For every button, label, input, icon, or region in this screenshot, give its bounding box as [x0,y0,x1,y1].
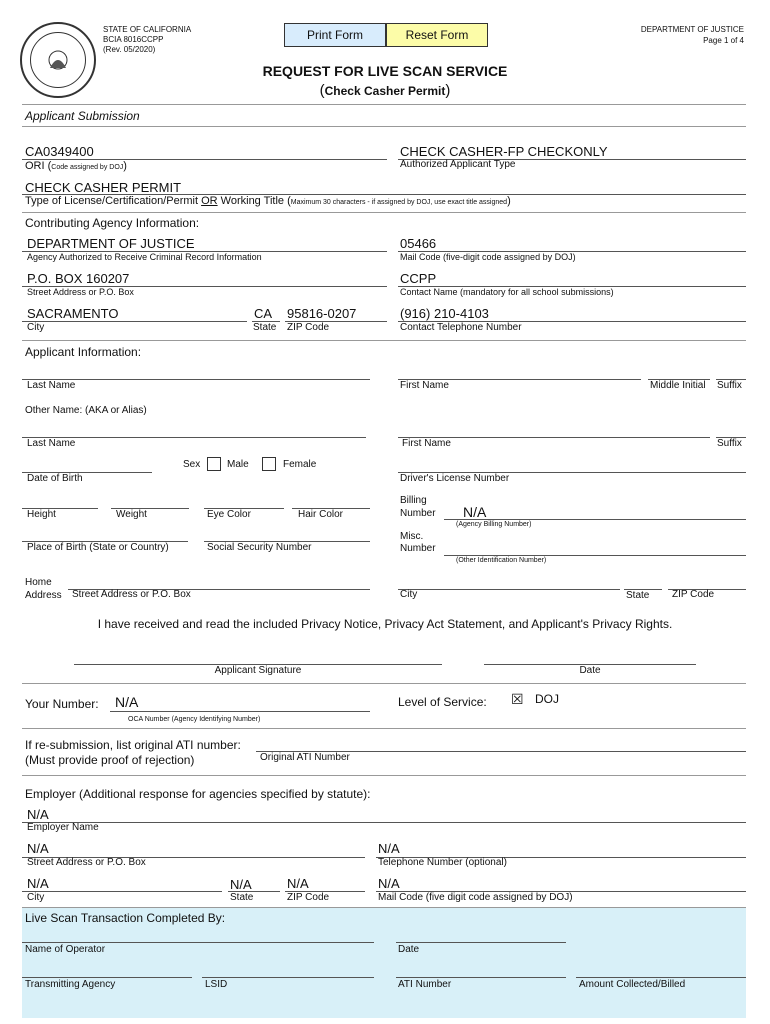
home-city-label: City [400,589,418,600]
employer-zip-value[interactable]: N/A [287,876,309,891]
contact-phone-value[interactable]: (916) 210-4103 [400,306,489,321]
male-checkbox[interactable] [207,457,221,471]
reset-form-button[interactable]: Reset Form [386,23,488,47]
drivers-license-label: Driver's License Number [400,473,510,484]
employer-mail-code-value[interactable]: N/A [378,876,400,891]
amount-collected-label: Amount Collected/Billed [579,979,686,990]
agency-city-value[interactable]: SACRAMENTO [27,306,119,321]
sex-label: Sex [183,459,201,470]
agency-street-value[interactable]: P.O. BOX 160207 [27,271,130,286]
employer-city-value[interactable]: N/A [27,876,49,891]
doj-checkbox[interactable]: ☒ [511,691,524,707]
live-scan-date-label: Date [398,944,420,955]
page-number: Page 1 of 4 [703,36,744,45]
agency-name-label: Agency Authorized to Receive Criminal Record Information [27,252,262,262]
agency-zip-value[interactable]: 95816-0207 [287,306,357,321]
agency-city-label: City [27,322,45,333]
billing-label-line1: Billing [400,495,427,506]
mail-code-value[interactable]: 05466 [400,236,437,251]
ssn-label: Social Security Number [207,542,312,553]
employer-state-label: State [230,892,254,903]
form-title: REQUEST FOR LIVE SCAN SERVICE [262,63,508,79]
aka-suffix-label: Suffix [717,438,742,449]
employer-state-value[interactable]: N/A [230,877,252,892]
employer-mail-code-label: Mail Code (five digit code assigned by DOJ) [378,892,573,903]
employer-name-value[interactable]: N/A [27,807,49,822]
employer-phone-label: Telephone Number (optional) [378,857,507,868]
place-of-birth-label: Place of Birth (State or Country) [27,542,169,553]
ati-number-label: ATI Number [398,979,452,990]
resubmission-line1: If re-submission, list original ATI number: [25,738,241,752]
form-id: BCIA 8016CCPP [103,35,164,44]
agency-street-label: Street Address or P.O. Box [27,287,134,297]
contact-phone-label: Contact Telephone Number [400,322,522,333]
license-label: Type of License/Certification/Permit OR Working Title (Maximum 30 characters - if assigned by DOJ, use exact title assigned) [25,195,511,207]
suffix-label: Suffix [717,380,742,391]
lsid-label: LSID [205,979,228,990]
female-label: Female [283,459,317,470]
eye-color-label: Eye Color [207,509,251,520]
contact-name-value[interactable]: CCPP [400,271,437,286]
your-number-label: Your Number: [25,697,99,711]
operator-name-label: Name of Operator [25,944,106,955]
agency-name-value[interactable]: DEPARTMENT OF JUSTICE [27,236,195,251]
agency-state-label: State [253,322,277,333]
ori-label: ORI (Code assigned by DOJ) [25,160,127,172]
oca-number-sublabel: OCA Number (Agency Identifying Number) [128,716,261,723]
contact-name-label: Contact Name (mandatory for all school submissions) [400,287,614,297]
agency-heading: Contributing Agency Information: [25,216,200,230]
billing-number-value[interactable]: N/A [463,504,487,520]
applicant-type-label: Authorized Applicant Type [400,159,516,170]
aka-first-name-label: First Name [402,438,451,449]
employer-name-label: Employer Name [27,822,99,833]
male-label: Male [227,459,249,470]
form-subtitle: (Check Casher Permit) [319,82,451,99]
ori-value[interactable]: CA0349400 [25,144,94,159]
home-zip-label: ZIP Code [672,589,715,600]
applicant-type-value[interactable]: CHECK CASHER-FP CHECKONLY [400,144,608,159]
print-form-button[interactable]: Print Form [284,23,386,47]
billing-number-sublabel: (Agency Billing Number) [456,521,532,528]
license-value[interactable]: CHECK CASHER PERMIT [25,180,182,195]
level-of-service-label: Level of Service: [398,695,487,709]
applicant-submission-heading: Applicant Submission [25,109,140,123]
female-checkbox[interactable] [262,457,276,471]
home-label-line2: Address [25,590,62,601]
employer-city-label: City [27,892,45,903]
aka-last-name-label: Last Name [27,438,76,449]
last-name-label: Last Name [27,380,76,391]
misc-label-line1: Misc. [400,531,424,542]
state-label: STATE OF CALIFORNIA [103,25,192,34]
live-scan-heading: Live Scan Transaction Completed By: [25,911,226,925]
your-number-value[interactable]: N/A [115,694,139,710]
misc-label-line2: Number [400,543,436,554]
privacy-acknowledgement: I have received and read the included Privacy Notice, Privacy Act Statement, and Applicant's Privacy Rights. [97,617,673,631]
applicant-info-heading: Applicant Information: [25,345,142,359]
revision: (Rev. 05/2020) [103,45,156,54]
other-name-label: Other Name: (AKA or Alias) [25,405,147,416]
billing-label-line2: Number [400,508,436,519]
department-label: DEPARTMENT OF JUSTICE [640,25,744,34]
home-street-label: Street Address or P.O. Box [72,589,191,600]
home-state-label: State [626,590,650,601]
employer-zip-label: ZIP Code [287,892,330,903]
employer-street-value[interactable]: N/A [27,841,49,856]
resubmission-line2: (Must provide proof of rejection) [25,753,195,767]
home-label-line1: Home [25,577,52,588]
original-ati-label: Original ATI Number [260,752,350,763]
applicant-signature-label: Applicant Signature [214,665,302,676]
employer-street-label: Street Address or P.O. Box [27,857,146,868]
weight-label: Weight [116,509,147,520]
transmitting-agency-label: Transmitting Agency [25,979,116,990]
agency-state-value[interactable]: CA [254,306,273,321]
signature-date-label: Date [579,665,601,676]
hair-color-label: Hair Color [298,509,344,520]
employer-heading: Employer (Additional response for agencies specified by statute): [25,787,371,801]
misc-number-sublabel: (Other Identification Number) [456,557,547,564]
height-label: Height [27,509,56,520]
mail-code-label: Mail Code (five-digit code assigned by DOJ) [400,252,576,262]
doj-label: DOJ [535,692,559,706]
employer-phone-value[interactable]: N/A [378,841,400,856]
dob-label: Date of Birth [27,473,83,484]
first-name-label: First Name [400,380,449,391]
middle-initial-label: Middle Initial [650,380,706,391]
agency-zip-label: ZIP Code [287,322,330,333]
